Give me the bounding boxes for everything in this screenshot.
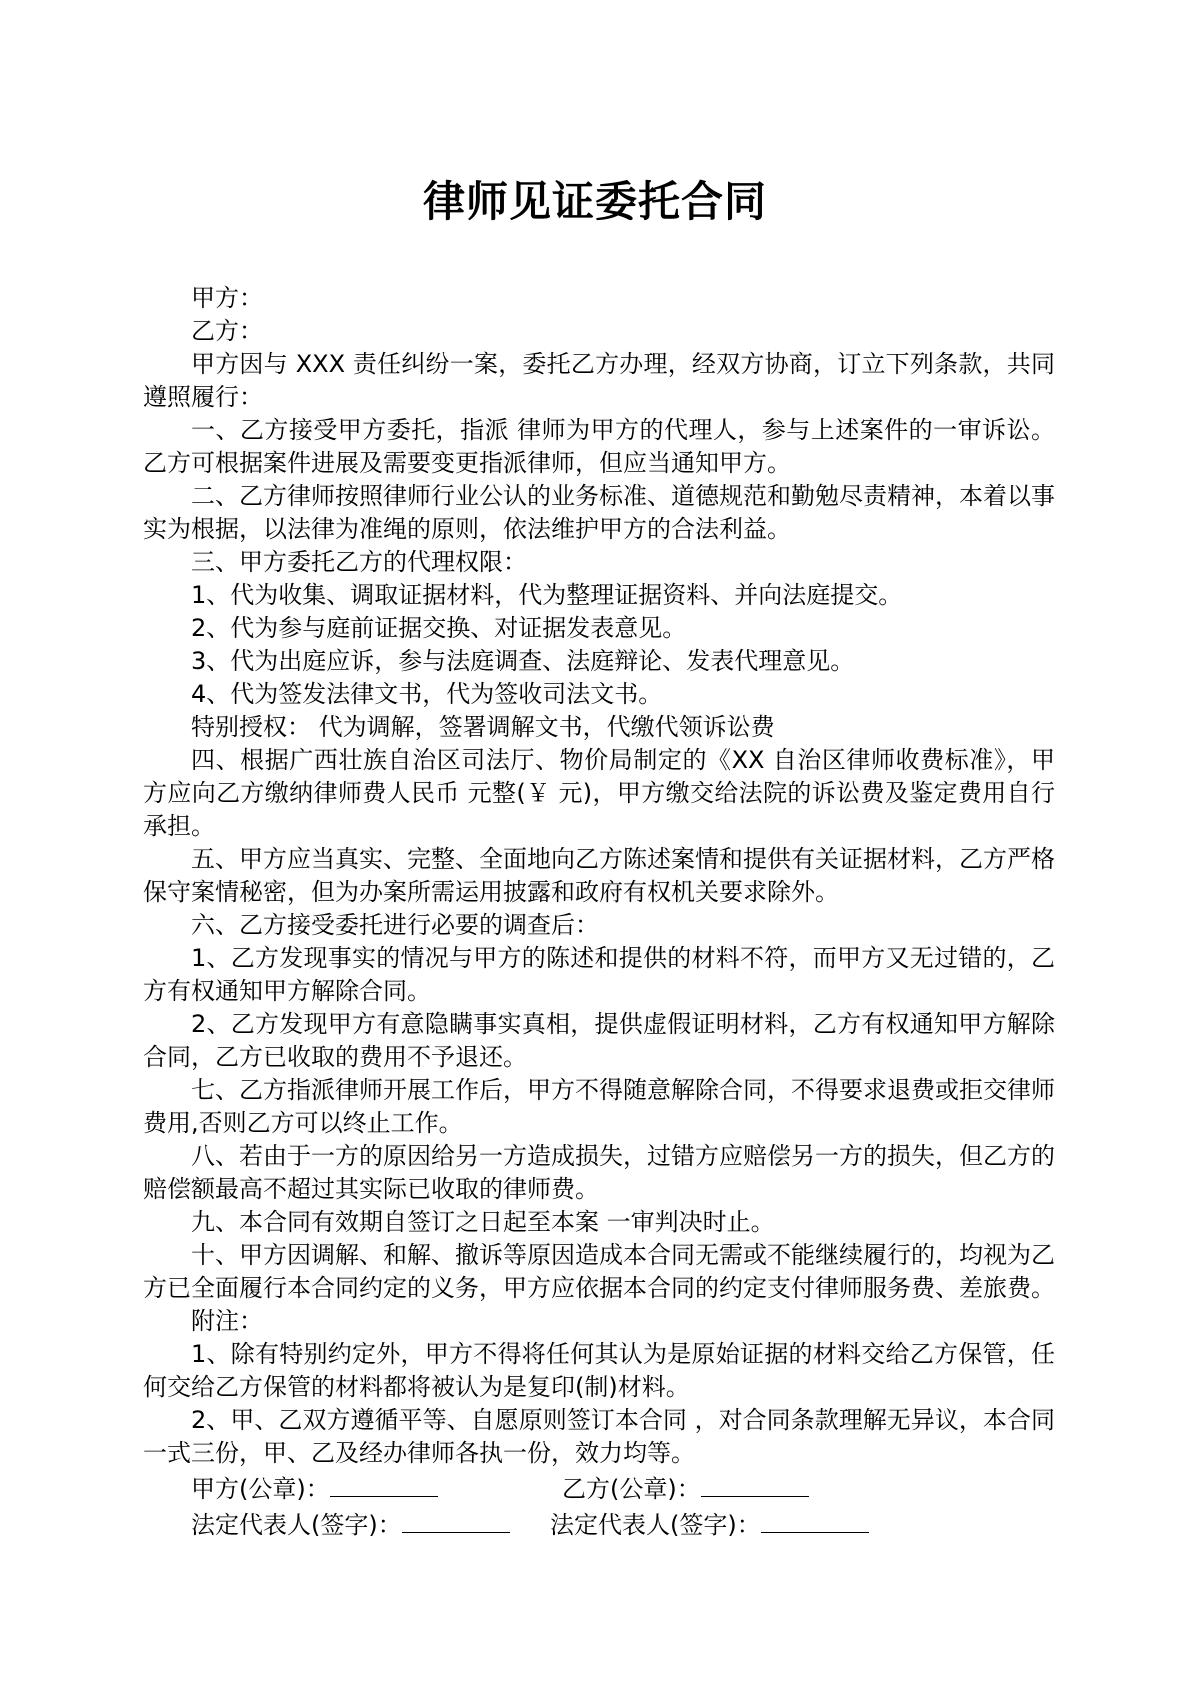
clause-3-item-1: 1、代为收集、调取证据材料，代为整理证据资料、并向法庭提交。 <box>191 581 903 609</box>
clause-3-item-4: 4、代为签发法律文书，代为签收司法文书。 <box>191 680 663 708</box>
clause-6-item-2: 2、乙方发现甲方有意隐瞒事实真相，提供虚假证明材料，乙方有权通知甲方解除合同，乙方已收取的费用不予退还。 <box>143 1010 1055 1071</box>
note-1: 1、除有特别约定外，甲方不得将任何其认为是原始证据的材料交给乙方保管，任何交给乙方保管的材料都将被认为是复印(制)材料。 <box>143 1340 1055 1401</box>
document-body <box>143 282 1055 1542</box>
clause-6: 六、乙方接受委托进行必要的调查后： <box>191 911 599 939</box>
party-a-seal-label: 甲方(公章)： <box>191 1475 330 1503</box>
seal-signature-row <box>143 1470 1055 1506</box>
clause-3-item-2: 2、代为参与庭前证据交换、对证据发表意见。 <box>191 614 687 642</box>
party-b-seal-label: 乙方(公章)： <box>562 1475 701 1503</box>
clause-6-item-1: 1、乙方发现事实的情况与甲方的陈述和提供的材料不符，而甲方又无过错的，乙方有权通知甲方解除合同。 <box>143 944 1055 1005</box>
party-a-rep-label: 法定代表人(签字)： <box>191 1511 402 1539</box>
clause-4: 四、根据广西壮族自治区司法厅、物价局制定的《XX 自治区律师收费标准》，甲方应向乙方缴纳律师费人民币 元整(￥ 元)，甲方缴交给法院的诉讼费及鉴定费用自行承担。 <box>143 746 1055 840</box>
clause-1: 一、乙方接受甲方委托，指派 律师为甲方的代理人，参与上述案件的一审诉讼。乙方可根据案件进展及需要变更指派律师，但应当通知甲方。 <box>143 416 1055 477</box>
clause-3: 三、甲方委托乙方的代理权限： <box>191 548 527 576</box>
party-a-rep-blank <box>402 1506 510 1533</box>
party-b-rep-field <box>550 1506 869 1542</box>
clause-9: 九、本合同有效期自签订之日起至本案 一审判决时止。 <box>191 1208 775 1236</box>
notes-heading: 附注： <box>191 1307 263 1335</box>
clause-5: 五、甲方应当真实、完整、全面地向乙方陈述案情和提供有关证据材料，乙方严格保守案情秘密，但为办案所需运用披露和政府有权机关要求除外。 <box>143 845 1055 906</box>
party-b-seal-blank <box>701 1470 809 1497</box>
representative-signature-row <box>143 1506 1055 1542</box>
preamble-paragraph: 甲方因与 XXX 责任纠纷一案，委托乙方办理，经双方协商，订立下列条款，共同遵照履行： <box>143 350 1055 411</box>
party-b-rep-label: 法定代表人(签字)： <box>550 1511 761 1539</box>
clause-3-item-3: 3、代为出庭应诉，参与法庭调查、法庭辩论、发表代理意见。 <box>191 647 855 675</box>
clause-10: 十、甲方因调解、和解、撤诉等原因造成本合同无需或不能继续履行的，均视为乙方已全面履行本合同约定的义务，甲方应依据本合同的约定支付律师服务费、差旅费。 <box>143 1241 1055 1302</box>
clause-2: 二、乙方律师按照律师行业公认的业务标准、道德规范和勤勉尽责精神，本着以事实为根据，以法律为准绳的原则，依法维护甲方的合法利益。 <box>143 482 1055 543</box>
party-b-seal-field <box>562 1470 809 1506</box>
clause-8: 八、若由于一方的原因给另一方造成损失，过错方应赔偿另一方的损失，但乙方的赔偿额最高不超过其实际已收取的律师费。 <box>143 1142 1055 1203</box>
note-2: 2、甲、乙双方遵循平等、自愿原则签订本合同 ，对合同条款理解无异议，本合同一式三份，甲、乙及经办律师各执一份，效力均等。 <box>143 1406 1055 1467</box>
clause-7: 七、乙方指派律师开展工作后，甲方不得随意解除合同，不得要求退费或拒交律师费用,否则乙方可以终止工作。 <box>143 1076 1055 1137</box>
special-authorization: 特别授权： 代为调解，签署调解文书，代缴代领诉讼费 <box>191 713 775 741</box>
party-a-seal-blank <box>330 1470 438 1497</box>
party-b-line: 乙方： <box>191 317 263 345</box>
party-a-rep-field <box>191 1506 550 1542</box>
document-title: 律师见证委托合同 <box>422 177 767 226</box>
party-a-line: 甲方： <box>191 284 263 312</box>
party-a-seal-field <box>191 1470 562 1506</box>
party-b-rep-blank <box>761 1506 869 1533</box>
